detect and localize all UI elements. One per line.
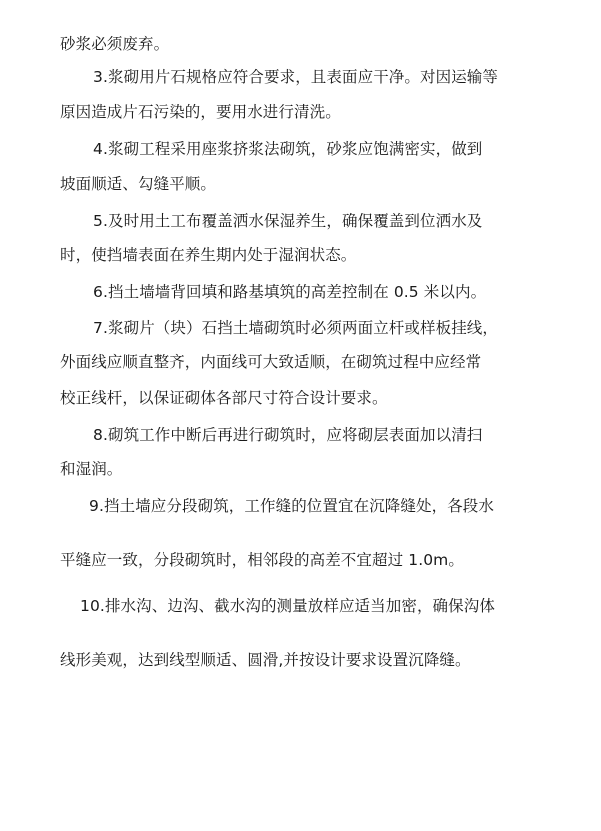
item-3-line-1: 3.浆砌用片石规格应符合要求，且表面应干净。对因运输等: [93, 68, 498, 86]
item-5-line-1: 5.及时用土工布覆盖洒水保湿养生，确保覆盖到位洒水及: [93, 212, 483, 230]
item-7-line-3: 校正线杆，以保证砌体各部尺寸符合设计要求。: [60, 389, 388, 407]
item-8-line-2: 和湿润。: [60, 460, 123, 478]
item-4-line-1: 4.浆砌工程采用座浆挤浆法砌筑，砂浆应饱满密实，做到: [93, 140, 483, 158]
item-7-line-1: 7.浆砌片（块）石挡土墙砌筑时必须两面立杆或样板挂线，: [93, 319, 498, 337]
item-9-line-1: 9.挡土墙应分段砌筑，工作缝的位置宜在沉降缝处，各段水: [89, 497, 494, 515]
item-5-line-2: 时，使挡墙表面在养生期内处于湿润状态。: [60, 246, 357, 264]
item-10-line-2: 线形美观，达到线型顺适、圆滑,并按设计要求设置沉降缝。: [60, 651, 471, 669]
item-8-line-1: 8.砌筑工作中断后再进行砌筑时，应将砌层表面加以清扫: [93, 426, 483, 444]
item-9-line-2: 平缝应一致，分段砌筑时，相邻段的高差不宜超过 1.0m。: [60, 551, 464, 569]
text-line-continuation: 砂浆必须废弃。: [60, 35, 170, 53]
item-4-line-2: 坡面顺适、勾缝平顺。: [60, 175, 217, 193]
item-7-line-2: 外面线应顺直整齐，内面线可大致适顺，在砌筑过程中应经常: [60, 353, 482, 371]
item-3-line-2: 原因造成片石污染的，要用水进行清洗。: [60, 103, 341, 121]
item-10-line-1: 10.排水沟、边沟、截水沟的测量放样应适当加密，确保沟体: [80, 597, 495, 615]
item-6-line-1: 6.挡土墙墙背回填和路基填筑的高差控制在 0.5 米以内。: [93, 283, 487, 301]
